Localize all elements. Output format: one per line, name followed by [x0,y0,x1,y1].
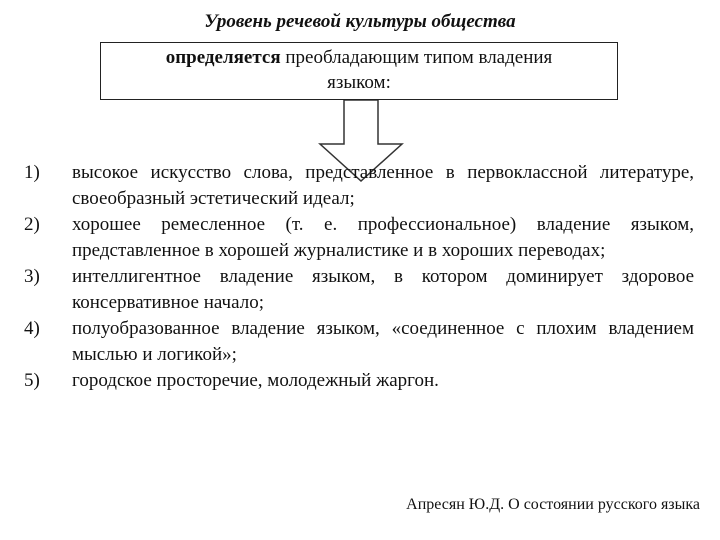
list-item-text: полуобразованное владение языком, «соединенное с плохим владением мыслью и логикой»; [72,318,694,365]
list-item [24,160,694,212]
definition-bold: определяется [165,47,281,68]
list-item-text: хорошее ремесленное (т. е. профессиональное) владение языком, представленное в хорошей журналистике и в хороших переводах; [72,214,694,261]
citation: Апресян Ю.Д. О состоянии русского языка [406,496,700,513]
list-item [24,212,694,264]
definition-line-2: языком: [327,72,391,93]
list-item-text: высокое искусство слова, представленное в первоклассной литературе, своеобразный эстетический идеал; [72,162,694,209]
list-item [24,368,694,394]
numbered-list [24,160,694,394]
list-item-number: 5) [24,370,40,391]
list-item-number: 2) [24,214,40,235]
list-item-number: 1) [24,162,40,183]
list-item-text: городское просторечие, молодежный жаргон. [72,370,439,391]
list-item [24,264,694,316]
list-item-text: интеллигентное владение языком, в котором доминирует здоровое консервативное начало; [72,266,694,313]
slide-title: Уровень речевой культуры общества [204,11,516,32]
definition-rest: преобладающим типом владения [280,47,553,68]
list-item-number: 4) [24,318,40,339]
definition-line-1 [101,45,617,70]
list-item-number: 3) [24,266,40,287]
definition-box [100,42,618,100]
list-item [24,316,694,368]
